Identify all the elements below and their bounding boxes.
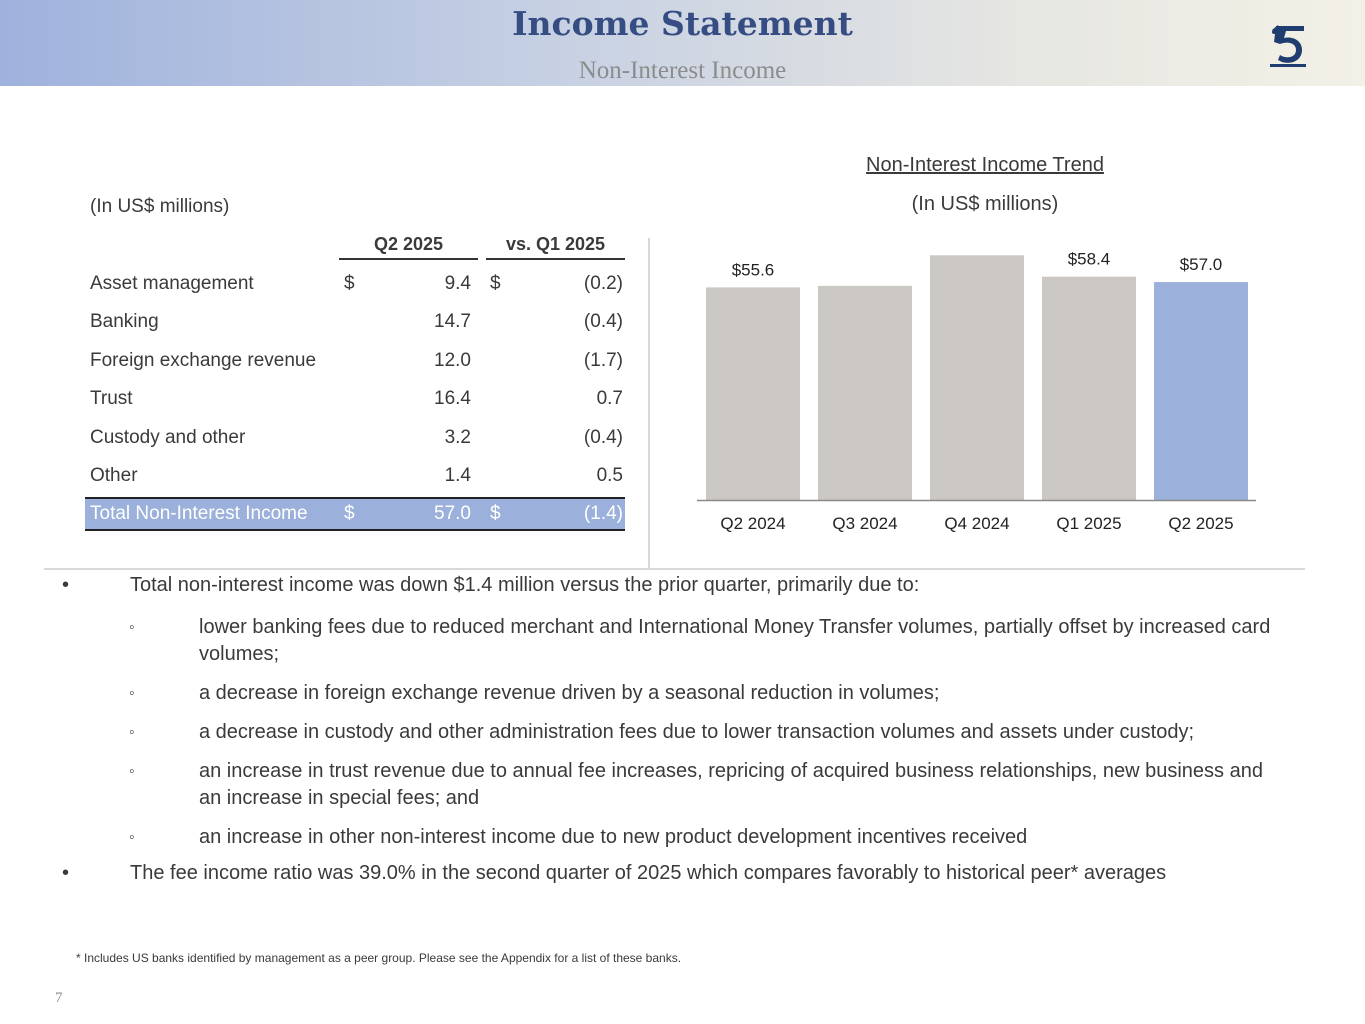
table-row xyxy=(85,384,625,414)
sub-bullet-marker: ◦ xyxy=(129,763,135,780)
bullet-text: an increase in trust revenue due to annual fee increases, repricing of acquired business relationships, new business and an increase in special fees; and xyxy=(199,760,1263,809)
row-label: Asset management xyxy=(90,273,254,294)
row-value-q2: 14.7 xyxy=(434,311,471,332)
table-row xyxy=(85,423,625,453)
total-value-q2: 57.0 xyxy=(434,503,471,524)
table-units-label: (In US$ millions) xyxy=(90,196,230,217)
bullet-text: The fee income ratio was 39.0% in the second quarter of 2025 which compares favorably to historical peer* averages xyxy=(130,862,1167,884)
bar-q2-2024 xyxy=(706,287,800,500)
sub-bullet-marker: ◦ xyxy=(129,724,135,741)
bullet-text: a decrease in foreign exchange revenue driven by a seasonal reduction in volumes; xyxy=(199,682,940,704)
total-currency-2: $ xyxy=(490,503,501,524)
row-value-q2: 16.4 xyxy=(434,388,471,409)
header-banner xyxy=(0,0,1365,86)
x-tick-label: Q4 2024 xyxy=(944,514,1010,533)
row-label: Banking xyxy=(90,311,159,332)
table-row xyxy=(85,346,625,376)
row-value-q2: 3.2 xyxy=(444,427,471,448)
row-value-change: 0.7 xyxy=(596,388,623,409)
vertical-divider xyxy=(648,238,650,568)
sub-bullet-marker: ◦ xyxy=(129,685,135,702)
bullet-text: lower banking fees due to reduced merchant and International Money Transfer volumes, partially offset by increased card volumes; xyxy=(199,616,1271,665)
table-total-row xyxy=(85,497,625,531)
row-value-change: (1.7) xyxy=(583,350,623,371)
column-header-q2-2025: Q2 2025 xyxy=(339,234,478,260)
table-row xyxy=(85,269,625,299)
row-value-q2: 12.0 xyxy=(434,350,471,371)
horizontal-divider xyxy=(44,568,1305,570)
row-value-change: (0.4) xyxy=(583,311,623,332)
row-label: Trust xyxy=(90,388,133,409)
sub-bullet-marker: ◦ xyxy=(129,829,135,846)
x-tick-label: Q1 2025 xyxy=(1056,514,1122,533)
bullet-text: a decrease in custody and other administration fees due to lower transaction volumes and assets under custody; xyxy=(199,721,1195,743)
row-label: Other xyxy=(90,465,138,486)
page-title: Income Statement xyxy=(512,4,853,43)
bar-q2-2025 xyxy=(1154,282,1248,500)
bar-q1-2025 xyxy=(1042,277,1136,500)
row-label: Custody and other xyxy=(90,427,246,448)
total-currency-1: $ xyxy=(344,503,355,524)
x-tick-label: Q2 2025 xyxy=(1168,514,1234,533)
row-value-q2: 9.4 xyxy=(444,273,471,294)
data-label: $58.4 xyxy=(1067,249,1111,269)
page-number: 7 xyxy=(55,990,63,1006)
bar-q3-2024 xyxy=(818,286,912,500)
sub-bullet-marker: ◦ xyxy=(129,619,135,636)
row-value-q2: 1.4 xyxy=(444,465,471,486)
row-label: Foreign exchange revenue xyxy=(90,350,317,371)
chart-units-label: (In US$ millions) xyxy=(911,193,1059,215)
non-interest-income-bar-chart xyxy=(690,240,1270,550)
data-label: $55.6 xyxy=(731,260,775,280)
row-currency-1: $ xyxy=(344,273,355,294)
bar-q4-2024 xyxy=(930,255,1024,500)
griffin-logo-icon xyxy=(1264,20,1314,70)
bullet-marker: • xyxy=(62,862,70,884)
table-row xyxy=(85,307,625,337)
footnote: * Includes US banks identified by management as a peer group. Please see the Appendix for a list of these banks. xyxy=(76,951,682,965)
total-label: Total Non-Interest Income xyxy=(90,503,308,524)
bullet-text: Total non-interest income was down $1.4 million versus the prior quarter, primarily due to: xyxy=(130,574,920,596)
column-header-vs-q1-2025: vs. Q1 2025 xyxy=(486,234,625,260)
x-tick-label: Q2 2024 xyxy=(720,514,786,533)
table-row xyxy=(85,461,625,491)
row-currency-2: $ xyxy=(490,273,501,294)
chart-title: Non-Interest Income Trend xyxy=(866,154,1104,176)
bullet-marker: • xyxy=(62,574,70,596)
x-tick-label: Q3 2024 xyxy=(832,514,898,533)
page-subtitle: Non-Interest Income xyxy=(578,57,787,84)
row-value-change: (0.2) xyxy=(583,273,623,294)
bullet-text: an increase in other non-interest income due to new product development incentives received xyxy=(199,826,1028,848)
row-value-change: (0.4) xyxy=(583,427,623,448)
data-label: $57.0 xyxy=(1179,255,1223,275)
row-value-change: 0.5 xyxy=(596,465,623,486)
total-value-change: (1.4) xyxy=(583,503,623,524)
